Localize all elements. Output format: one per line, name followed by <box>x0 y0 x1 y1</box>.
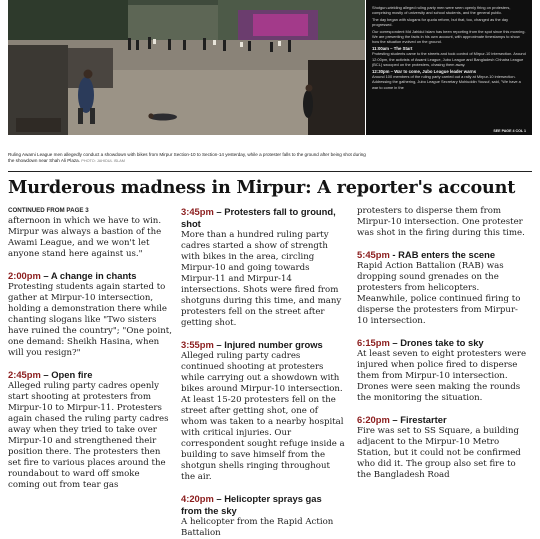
sidebar-entry-text: Our correspondent Md Jahidul Islam has been reporting from the spot since this morning. We are presenting the facts in his own account, with approximate timestamps to show how the situation evolved on the ground. <box>372 28 526 45</box>
section-time: 2:45pm <box>8 369 41 380</box>
timeline-section <box>8 369 173 491</box>
section-title: – Injured number grows <box>213 339 323 350</box>
timeline-sidebar <box>366 0 532 135</box>
article-lead-paragraph: afternoon in which we have to win. Mirpur was always a bastion of the Awami League, and we won't let anyone stand here against us." <box>8 216 162 259</box>
timeline-section <box>181 493 345 539</box>
section-time: 6:20pm <box>357 414 390 425</box>
section-heading <box>357 414 527 426</box>
article-column-3 <box>357 206 527 481</box>
photo-caption <box>8 152 368 164</box>
section-text: A helicopter from the Rapid Action Battalion <box>181 517 334 538</box>
sidebar-entry-text: Around 100 members of the ruling party carried out a rally at Mirpur-10 intersection. Addressing the gathering, Jubo League Secretary Mohiuddin Yousuf, said, "We have a war to come in the <box>372 74 521 90</box>
sidebar-entry <box>372 17 526 28</box>
divider <box>8 171 532 172</box>
section-time: 4:20pm <box>181 493 214 504</box>
section-heading <box>357 337 527 349</box>
section-time: 5:45pm <box>357 249 390 260</box>
section-text: At least seven to eight protesters were injured when police fired to disperse them from Mirpur-10 intersection. Drones were seen making the rounds the monitoring the situation. <box>357 349 527 403</box>
section-text: More than a hundred ruling party cadres started a show of strength with bikes in the area, circling Mirpur-10 and going towards Mirpur-11 and Mirpur-14 intersections. Shots were fired from shotguns during this time, and many protesters fell on the street after getting shot. <box>181 230 342 328</box>
timeline-section <box>8 270 173 359</box>
street-scene-image <box>8 0 365 135</box>
continued-label: CONTINUED FROM PAGE 3 <box>8 207 89 214</box>
section-text: Protesting students again started to gather at Mirpur-10 intersection, holding a demonstration there while chanting slogans like "Two sisters have ruined the country"; "One point, one demand: Sheikh Hasina, when will you resign?" <box>8 282 172 358</box>
sidebar-entry-text: The day began with slogans for quota reform, but that, too, changed as the day progressed. <box>372 16 509 27</box>
sidebar-entry-text: Protesting students came to the streets and took control of Mirpur-10 intersection. Around 12:00pm, the activists of Awami League, Jubo League and Bangladesh Chhatra League (BCL) swooped on the protesters, chasing them away. <box>372 51 526 67</box>
section-title: - RAB enters the scene <box>389 249 496 260</box>
section-heading <box>181 493 345 517</box>
sidebar-entry <box>372 5 526 16</box>
section-text: Alleged ruling party cadres openly start shooting at protesters from Mirpur-10 to Mirpur-11. Protesters again chased the ruling party cadres away when they tried to take over Mirpur-10 and strengthened their position there. The protesters then set fire to various places around the roundabout to ward off smoke coming out from tear gas <box>8 381 169 490</box>
section-heading <box>181 339 345 351</box>
news-photo <box>8 0 365 135</box>
timeline-section <box>357 337 527 404</box>
article-headline: Murderous madness in Mirpur: A reporter's account <box>8 177 516 198</box>
sidebar-entry <box>372 46 526 67</box>
section-time: 2:00pm <box>8 270 41 281</box>
timeline-section <box>181 206 345 329</box>
section-heading <box>357 249 527 261</box>
section-title: – Firestarter <box>389 414 447 425</box>
sidebar-entry <box>372 29 526 45</box>
section-heading <box>181 206 345 230</box>
section-title: – Helicopter sprays gas from the sky <box>181 493 322 516</box>
timeline-section <box>357 249 527 327</box>
sidebar-entry-title: – The Start <box>388 46 413 52</box>
photo-credit: PHOTO: JAHIDUL ISLAM <box>81 159 125 163</box>
see-more-link[interactable] <box>493 129 526 133</box>
article-column-2 <box>181 206 345 539</box>
sidebar-entry-text: Shotgun-wielding alleged ruling party men were seen openly firing on protesters, comprising mostly of university and school students, and the general public. <box>372 4 511 15</box>
section-heading <box>8 270 173 282</box>
sidebar-entry <box>372 69 526 90</box>
section-time: 6:15pm <box>357 337 390 348</box>
timeline-section <box>357 414 527 481</box>
timeline-section <box>181 339 345 483</box>
section-title: – Drones take to sky <box>389 337 484 348</box>
section-text: Alleged ruling party cadres continued shooting at protesters while carrying out a showdown with bikes around Mirpur-10 intersection. At least 15-20 protesters fell on the street after getting shot, one of whom was taken to a nearby hospital with critical injuries. Our correspondent sought refuge inside a building to save himself from the shotgun shells ringing throughout the air. <box>181 351 345 482</box>
section-title: – A change in chants <box>40 270 137 281</box>
article-column-1 <box>8 206 173 491</box>
see-more-label: SEE PAGE 4 COL 1 <box>493 129 526 133</box>
section-title: – Open fire <box>40 369 93 380</box>
sidebar-entry-time: 11:00am <box>372 46 389 52</box>
section-heading <box>8 369 173 381</box>
section-continuation-text: protesters to disperse them from Mirpur-10 intersection. One protester was shot in the firing during this time. <box>357 206 525 238</box>
section-time: 3:45pm <box>181 206 214 217</box>
sidebar-entry-time: 12:30pm <box>372 68 390 74</box>
sidebar-entry-title: – War to come, Jubo League leader warns <box>389 68 477 74</box>
section-title: – Protesters fall to ground, shot <box>181 206 336 229</box>
caption-text: Ruling Awami League men allegedly conduct a showdown with bikes from Mirpur Section-10 to Section-14 yesterday, while a protester falls to the ground after being shot during the showdown near Shah Ali Plaza. <box>8 152 366 163</box>
section-text: Fire was set to SS Square, a building adjacent to the Mirpur-10 Metro Station, but it could not be confirmed who did it. The group also set fire to the Bangladesh Road <box>357 426 521 480</box>
section-time: 3:55pm <box>181 339 214 350</box>
section-text: Rapid Action Battalion (RAB) was dropping sound grenades on the protesters from helicopters. Meanwhile, police continued firing to disperse the protesters from Mirpur-10 intersection. <box>357 261 521 326</box>
